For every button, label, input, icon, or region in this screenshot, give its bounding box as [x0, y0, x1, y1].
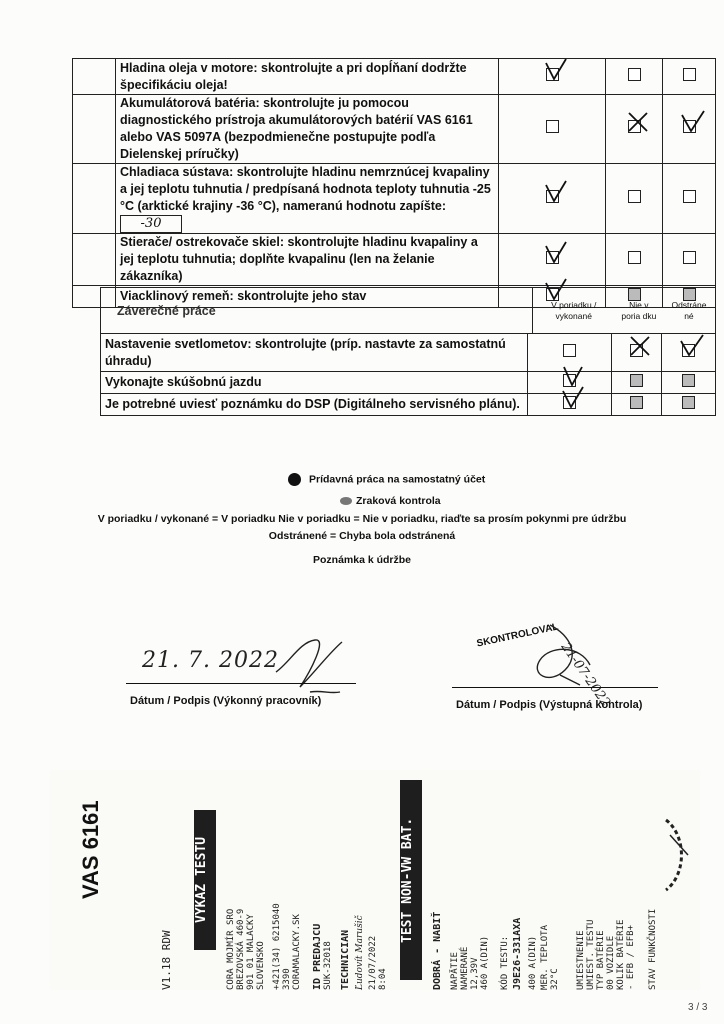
left-signature-date: 21. 7. 2022	[142, 648, 279, 673]
legend-line-2: Odstránené = Chyba bola odstránená	[268, 530, 456, 542]
left-signature-label: Dátum / Podpis (Výkonný pracovník)	[130, 695, 322, 707]
page-number: 3 / 3	[688, 1002, 708, 1013]
receipt-temp: 32°C	[550, 968, 560, 990]
checkbox-not-ok[interactable]	[630, 396, 643, 409]
receipt-phone: +421(34) 6215040	[272, 903, 282, 990]
receipt-tech-label: TECHNICIAN	[340, 929, 351, 990]
checkbox-fixed[interactable]	[683, 120, 696, 133]
checkbox-ok[interactable]	[546, 190, 559, 203]
checklist-row	[101, 372, 716, 394]
receipt-time: 8:04	[378, 968, 388, 990]
checklist-final-rows	[100, 333, 716, 416]
checkbox-not-ok[interactable]	[630, 344, 643, 357]
checklist-row	[73, 95, 716, 164]
row-text: Viacklinový remeň: skontrolujte jeho stav	[116, 286, 499, 308]
receipt-test-title: TEST NON-VW BAT.	[400, 780, 422, 980]
checklist-row	[73, 164, 716, 234]
receipt-device: VAS 6161	[78, 800, 103, 900]
receipt-title: VÝKAZ TESTU	[194, 810, 216, 950]
col-header-ok: V poriadku / vykonané	[551, 299, 597, 321]
checkbox-not-ok[interactable]	[628, 120, 641, 133]
receipt-id-label: ID PREDAJCU	[312, 923, 323, 990]
right-signature-scribble	[510, 615, 610, 695]
receipt-battery-type: - EFB / EFB+	[626, 924, 636, 990]
section-title: Záverečné práce	[117, 303, 216, 318]
final-header-row	[101, 288, 716, 334]
maintenance-note-label: Poznámka k údržbe	[312, 554, 412, 566]
legend-extra-work	[288, 473, 485, 486]
receipt-web: CORAMALACKY.SK	[292, 914, 302, 990]
checkbox-not-ok[interactable]	[630, 374, 643, 387]
checkbox-ok[interactable]	[546, 120, 559, 133]
row-text: Je potrebné uviesť poznámku do DSP (Digitálneho servisného plánu).	[101, 394, 528, 416]
receipt-health-label: STAV FUNKČNOSTI	[648, 908, 658, 990]
checkbox-not-ok[interactable]	[628, 251, 641, 264]
checklist-row	[73, 234, 716, 286]
receipt-version: V1.18 RDW	[160, 930, 173, 990]
legend-visual-check	[340, 495, 441, 507]
receipt-address-1: BREZOVSKÁ 460-9	[236, 908, 246, 990]
row-text: Akumulátorová batéria: skontrolujte ju pomocou diagnostického prístroja akumulátorových batérií VAS 6161 alebo VAS 5097A (bezpodmienečne postupujte podľa Dielenskej príručky)	[116, 95, 499, 164]
checkbox-not-ok[interactable]	[628, 68, 641, 81]
checkbox-ok[interactable]	[563, 396, 576, 409]
legend-extra-work-text: Prídavná práca na samostatný účet	[309, 473, 486, 486]
checklist-row	[73, 59, 716, 95]
receipt-temp-label: MER. TEPLOTA	[540, 924, 550, 990]
battery-test-receipt	[50, 770, 700, 990]
row-text: Chladiaca sústava: skontrolujte hladinu nemrznúcej kvapaliny a jej teplotu tuhnutia / predpísaná hodnota teploty tuhnutia -25 °C (arktické krajiny -36 °C), nameranú hodnotu zapíšte:	[120, 165, 491, 213]
row-text: Stierače/ ostrekovače skiel: skontrolujte hladinu kvapaliny a jej teplotu tuhnutia; doplňte kvapalinu (len na želanie zákazníka)	[116, 234, 499, 286]
checkbox-not-ok[interactable]	[628, 190, 641, 203]
receipt-address-0: CORA MOJMÍR SRO	[226, 908, 236, 990]
checkbox-fixed[interactable]	[683, 251, 696, 264]
receipt-address-3: SLOVENSKO	[256, 941, 266, 990]
receipt-voltage: 12,39V	[470, 957, 480, 990]
checklist-row	[101, 394, 716, 416]
receipt-measured: 460 A(DIN)	[480, 935, 490, 990]
health-gauge-icon	[662, 810, 696, 900]
checkbox-fixed[interactable]	[683, 68, 696, 81]
checkbox-fixed[interactable]	[682, 374, 695, 387]
checkbox-ok[interactable]	[546, 68, 559, 81]
checkbox-ok[interactable]	[546, 251, 559, 264]
receipt-voltage-label: NAPÄTIE	[450, 952, 460, 990]
checklist-row	[101, 334, 716, 372]
receipt-id-value: SUK-32018	[323, 941, 333, 990]
checkbox-ok[interactable]	[563, 344, 576, 357]
receipt-code-label: KÓD TESTU:	[500, 935, 510, 990]
checkbox-fixed[interactable]	[682, 344, 695, 357]
col-header-fixed: Odstráne né	[671, 299, 707, 321]
row-text: Vykonajte skúšobnú jazdu	[101, 372, 528, 394]
receipt-type: KOLIK BATÉRIE	[616, 919, 626, 990]
measured-value-field[interactable]: -30	[120, 215, 182, 233]
receipt-type-label: UMIEST. TESTU	[586, 919, 596, 990]
checkbox-fixed[interactable]	[682, 396, 695, 409]
receipt-date: 21/07/2022	[368, 935, 378, 990]
checklist-top	[72, 58, 716, 308]
checkbox-fixed[interactable]	[683, 190, 696, 203]
eye-icon	[340, 497, 352, 505]
stamp-date: 21-07-2022	[557, 640, 613, 711]
receipt-measured-label: NAMERANÉ	[460, 946, 470, 990]
row-text: Nastavenie svetlometov: skontrolujte (príp. nastavte za samostatnú úhradu)	[101, 334, 528, 372]
receipt-tech-value: Ľudovít Marušič	[355, 915, 365, 990]
receipt-address-2: 901 01 MALACKY	[246, 914, 256, 990]
receipt-num: 3390	[282, 968, 292, 990]
left-signature-scribble	[270, 632, 350, 702]
row-text: Hladina oleja v motore: skontrolujte a pri dopĺňaní dodržte špecifikáciu oleja!	[116, 59, 499, 95]
left-signature-line	[126, 683, 356, 684]
receipt-placement-label: UMIESTNENIE	[576, 930, 586, 990]
right-signature-line	[452, 687, 658, 688]
right-signature-label: Dátum / Podpis (Výstupná kontrola)	[456, 699, 643, 711]
receipt-battery-type-label: TYP BATÉRIE	[596, 930, 606, 990]
filled-circle-icon	[288, 473, 301, 486]
receipt-code: J9E26-331AXA	[512, 917, 523, 990]
col-header-not-ok: Nie v poria dku	[621, 299, 657, 321]
checklist-final	[100, 287, 716, 334]
receipt-placement: 00 VOZIDLE	[606, 935, 616, 990]
inspected-stamp: SKONTROLOVAL	[475, 621, 560, 650]
receipt-rated: 400 A(DIN)	[528, 935, 538, 990]
legend-line-1: V poriadku / vykonané = V poriadku Nie v poriadku = Nie v poriadku, riaďte sa prosím pokynmi pre údržbu	[97, 513, 627, 525]
legend-visual-check-text: Zraková kontrola	[356, 495, 441, 507]
receipt-result: DOBRÁ - NABIŤ	[432, 911, 443, 990]
